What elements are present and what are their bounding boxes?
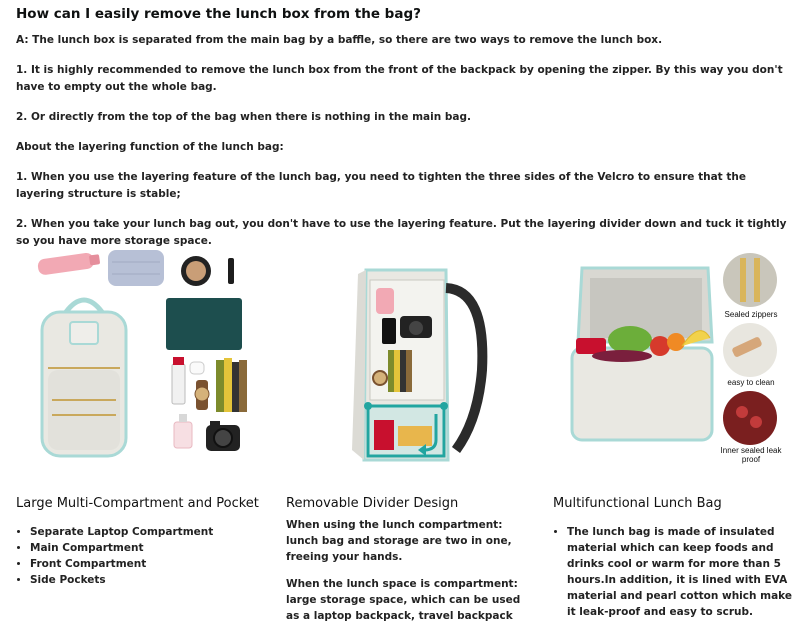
open-backpack-illustration (296, 250, 511, 465)
list-item: • Side Pockets (30, 572, 270, 588)
lunch-bag-image (560, 250, 790, 465)
feature-title-compartments: Large Multi-Compartment and Pocket (16, 496, 259, 511)
caption-inner-sealed: Inner sealed leak proof (720, 446, 782, 464)
divider-text-storage: When the lunch space is compartment: large storage space, which can be used as a laptop backpack, travel backpack (286, 578, 521, 622)
answer-paragraph: 1. When you use the layering feature of the lunch bag, you need to tighten the three sides of the Velcro to ensure that the layering structure is stable; (16, 171, 746, 200)
list-item: • Separate Laptop Compartment (30, 524, 270, 540)
caption-sealed-zippers: Sealed zippers (724, 310, 778, 319)
answer-paragraph: 1. It is highly recommended to remove the lunch box from the front of the backpack by opening the zipper. By this way you don't have to empty out the whole bag. (16, 64, 783, 93)
flatlay-illustration (30, 250, 260, 465)
answer-paragraph: 2. Or directly from the top of the bag when there is nothing in the main bag. (16, 111, 471, 123)
feature-columns (0, 250, 800, 633)
divider-text-lunch: When using the lunch compartment: lunch bag and storage are two in one, freeing your hands. (286, 519, 512, 563)
caption-easy-to-clean: easy to clean (727, 378, 775, 387)
lunch-bag-illustration (560, 250, 790, 465)
feature-title-divider: Removable Divider Design (286, 496, 459, 511)
feature-title-lunch-bag: Multifunctional Lunch Bag (553, 496, 722, 511)
open-backpack-image (296, 250, 511, 465)
answer-paragraph: A: The lunch box is separated from the main bag by a baffle, so there are two ways to remove the lunch box. (16, 34, 663, 46)
answer-paragraph: 2. When you take your lunch bag out, you don't have to use the layering feature. Put the layering divider down and tuck it tightly so you have more storage space. (16, 218, 787, 247)
compartment-list (16, 524, 270, 588)
list-item: • Main Compartment (30, 540, 270, 556)
list-item: • The lunch bag is made of insulated material which can keep foods and drinks cool or warm for more than 5 hours.In addition, it is lined with EVA material and pearl cotton which make it leak-proof and easy to scrub. (567, 524, 799, 620)
lunch-bag-list (553, 524, 799, 620)
qa-section (16, 6, 788, 263)
question-heading: How can I easily remove the lunch box from the bag? (16, 6, 421, 22)
list-item: • Front Compartment (30, 556, 270, 572)
backpack-flatlay-image (30, 250, 260, 465)
answer-paragraph: About the layering function of the lunch bag: (16, 141, 284, 153)
